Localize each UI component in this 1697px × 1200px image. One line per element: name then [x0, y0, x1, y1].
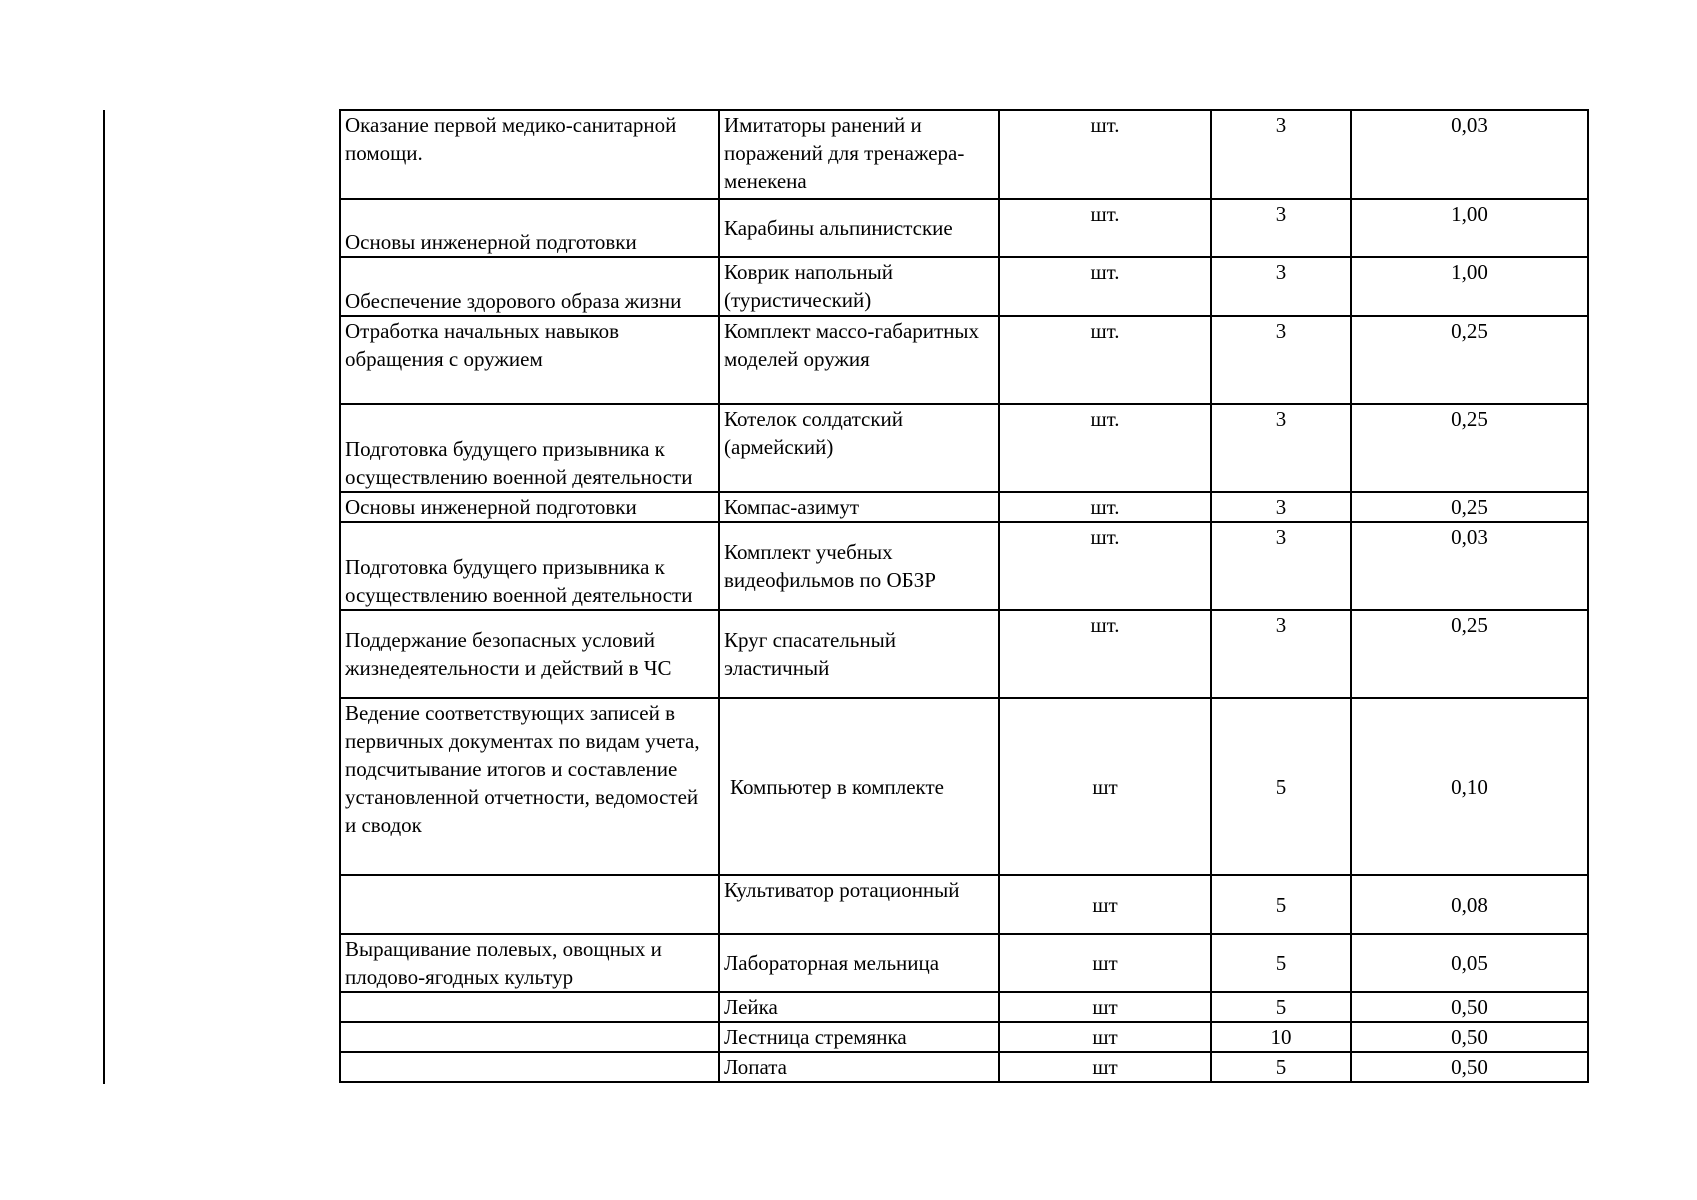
unit-cell: шт — [999, 1022, 1211, 1052]
unit-cell: шт — [999, 1052, 1211, 1082]
qty-cell: 3 — [1211, 110, 1351, 199]
table-row — [340, 610, 1588, 698]
table-row — [340, 257, 1588, 316]
topic-cell: Ведение соответствующих записей в первичных документах по видам учета, подсчитывание итогов и составление установленной отчетности, ведомостей и сводок — [340, 698, 719, 875]
qty-cell: 5 — [1211, 992, 1351, 1022]
unit-cell: шт. — [999, 110, 1211, 199]
table-row — [340, 1052, 1588, 1082]
topic-cell: Основы инженерной подготовки — [340, 492, 719, 522]
topic-cell — [340, 1022, 719, 1052]
item-cell: Лопата — [719, 1052, 999, 1082]
item-cell: Культиватор ротационный — [719, 875, 999, 934]
coef-cell: 0,50 — [1351, 992, 1588, 1022]
coef-cell: 0,03 — [1351, 522, 1588, 610]
qty-cell: 3 — [1211, 610, 1351, 698]
unit-cell: шт — [999, 698, 1211, 875]
topic-cell — [340, 992, 719, 1022]
coef-cell: 0,25 — [1351, 492, 1588, 522]
item-cell: Лабораторная мельница — [719, 934, 999, 992]
coef-cell: 0,08 — [1351, 875, 1588, 934]
coef-cell: 0,25 — [1351, 404, 1588, 492]
page-margin-line — [103, 110, 105, 1084]
qty-cell: 3 — [1211, 199, 1351, 257]
qty-cell: 5 — [1211, 1052, 1351, 1082]
unit-cell: шт. — [999, 522, 1211, 610]
coef-cell: 1,00 — [1351, 257, 1588, 316]
coef-cell: 0,25 — [1351, 316, 1588, 404]
qty-cell: 3 — [1211, 522, 1351, 610]
unit-cell: шт. — [999, 316, 1211, 404]
item-cell: Имитаторы ранений и поражений для тренажера-менекена — [719, 110, 999, 199]
table-row — [340, 875, 1588, 934]
coef-cell: 0,50 — [1351, 1052, 1588, 1082]
equipment-table — [339, 109, 1589, 1083]
qty-cell: 5 — [1211, 875, 1351, 934]
topic-cell: Основы инженерной подготовки — [340, 199, 719, 257]
table-row — [340, 316, 1588, 404]
unit-cell: шт. — [999, 257, 1211, 316]
coef-cell: 0,03 — [1351, 110, 1588, 199]
qty-cell: 5 — [1211, 934, 1351, 992]
table-row — [340, 110, 1588, 199]
table-row — [340, 698, 1588, 875]
unit-cell: шт — [999, 875, 1211, 934]
table-row — [340, 492, 1588, 522]
qty-cell: 3 — [1211, 257, 1351, 316]
table-row — [340, 934, 1588, 992]
qty-cell: 3 — [1211, 492, 1351, 522]
unit-cell: шт. — [999, 492, 1211, 522]
topic-cell: Оказание первой медико-санитарной помощи. — [340, 110, 719, 199]
item-cell: Комплект учебных видеофильмов по ОБЗР — [719, 522, 999, 610]
coef-cell: 0,25 — [1351, 610, 1588, 698]
unit-cell: шт. — [999, 610, 1211, 698]
coef-cell: 0,10 — [1351, 698, 1588, 875]
item-cell: Компас-азимут — [719, 492, 999, 522]
qty-cell: 5 — [1211, 698, 1351, 875]
unit-cell: шт — [999, 992, 1211, 1022]
qty-cell: 3 — [1211, 404, 1351, 492]
topic-cell: Выращивание полевых, овощных и плодово-ягодных культур — [340, 934, 719, 992]
coef-cell: 1,00 — [1351, 199, 1588, 257]
table-row — [340, 404, 1588, 492]
topic-cell: Обеспечение здорового образа жизни — [340, 257, 719, 316]
topic-cell — [340, 1052, 719, 1082]
topic-cell: Отработка начальных навыков обращения с оружием — [340, 316, 719, 404]
unit-cell: шт — [999, 934, 1211, 992]
item-cell: Лестница стремянка — [719, 1022, 999, 1052]
coef-cell: 0,05 — [1351, 934, 1588, 992]
qty-cell: 10 — [1211, 1022, 1351, 1052]
item-cell: Круг спасательный эластичный — [719, 610, 999, 698]
topic-cell: Подготовка будущего призывника к осуществлению военной деятельности — [340, 522, 719, 610]
table-row — [340, 522, 1588, 610]
topic-cell: Подготовка будущего призывника к осуществлению военной деятельности — [340, 404, 719, 492]
item-cell: Коврик напольный (туристический) — [719, 257, 999, 316]
item-cell: Комплект массо-габаритных моделей оружия — [719, 316, 999, 404]
coef-cell: 0,50 — [1351, 1022, 1588, 1052]
unit-cell: шт. — [999, 404, 1211, 492]
table-row — [340, 1022, 1588, 1052]
item-cell: Лейка — [719, 992, 999, 1022]
table-row — [340, 199, 1588, 257]
item-cell: Котелок солдатский (армейский) — [719, 404, 999, 492]
topic-cell: Поддержание безопасных условий жизнедеятельности и действий в ЧС — [340, 610, 719, 698]
item-cell: Карабины альпинистские — [719, 199, 999, 257]
unit-cell: шт. — [999, 199, 1211, 257]
qty-cell: 3 — [1211, 316, 1351, 404]
topic-cell — [340, 875, 719, 934]
item-cell: Компьютер в комплекте — [719, 698, 999, 875]
table-row — [340, 992, 1588, 1022]
